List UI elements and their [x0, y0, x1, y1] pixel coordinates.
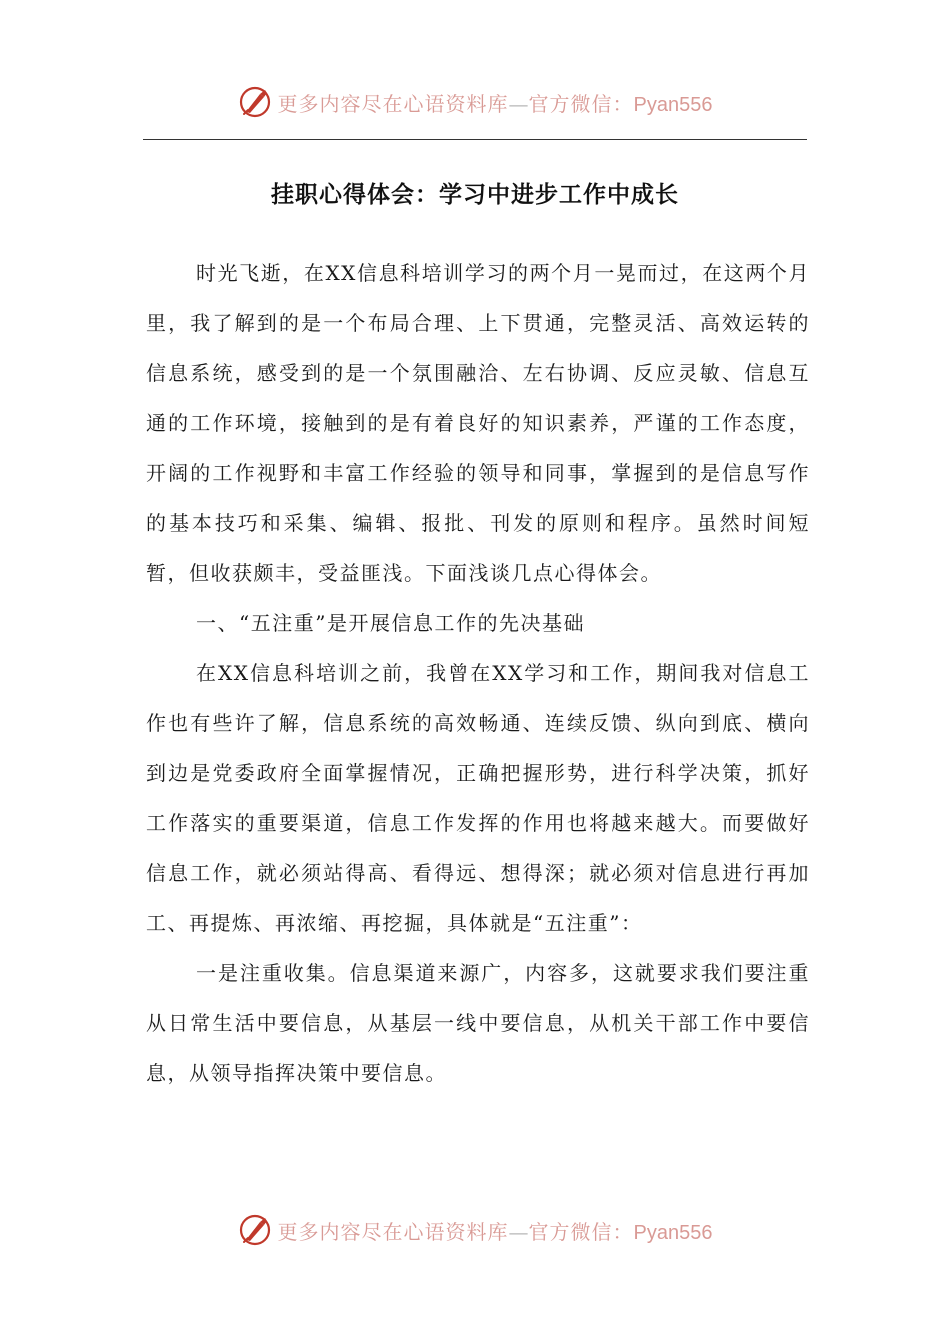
banner-main-text: 更多内容尽在心语资料库 [277, 1219, 509, 1244]
banner-wechat-label: 官方微信： [528, 1219, 634, 1244]
banner-wechat-label: 官方微信： [528, 91, 634, 116]
banner-separator: — [508, 91, 529, 116]
section-heading-1: 一、“五注重”是开展信息工作的先决基础 [196, 611, 585, 635]
document-title: 挂职心得体会：学习中进步工作中成长 [271, 182, 679, 208]
banner-wechat-account: Pyan556 [633, 1221, 713, 1244]
paragraph-intro: 时光飞逝，在XX信息科培训学习的两个月一晃而过，在这两个月里，我了解到的是一个布局合理、上下贯通，完整灵活、高效运转的信息系统，感受到的是一个氛围融洽、左右协调、反应灵敏、信息互通的工作环境，接触到的是有着良好的知识素养，严谨的工作态度，开阔的工作视野和丰富工作经验的领导和同事，掌握到的是信息写作的基本技巧和采集、编辑、报批、刊发的原则和程序。虽然时间短暂，但收获颇丰，受益匪浅。下面浅谈几点心得体会。 [146, 261, 810, 585]
banner-text [278, 1216, 713, 1245]
footer-banner [0, 1208, 950, 1252]
quill-pen-logo-icon [238, 1213, 272, 1247]
banner-main-text: 更多内容尽在心语资料库 [277, 91, 509, 116]
header-banner [0, 80, 950, 124]
quill-pen-logo-icon [238, 85, 272, 119]
banner-separator: — [508, 1219, 529, 1244]
paragraph-section-1: 在XX信息科培训之前，我曾在XX学习和工作，期间我对信息工作也有些许了解，信息系统的高效畅通、连续反馈、纵向到底、横向到边是党委政府全面掌握情况，正确把握形势，进行科学决策，抓好工作落实的重要渠道，信息工作发挥的作用也将越来越大。而要做好信息工作，就必须站得高、看得远、想得深；就必须对信息进行再加工、再提炼、再浓缩、再挖掘，具体就是“五注重”： [146, 661, 810, 935]
paragraph-point-1: 一是注重收集。信息渠道来源广，内容多，这就要求我们要注重从日常生活中要信息，从基层一线中要信息，从机关干部工作中要信息，从领导指挥决策中要信息。 [146, 961, 810, 1085]
header-divider [143, 139, 807, 140]
banner-text [278, 88, 713, 117]
document-body [146, 248, 810, 1098]
banner-wechat-account: Pyan556 [633, 93, 713, 116]
